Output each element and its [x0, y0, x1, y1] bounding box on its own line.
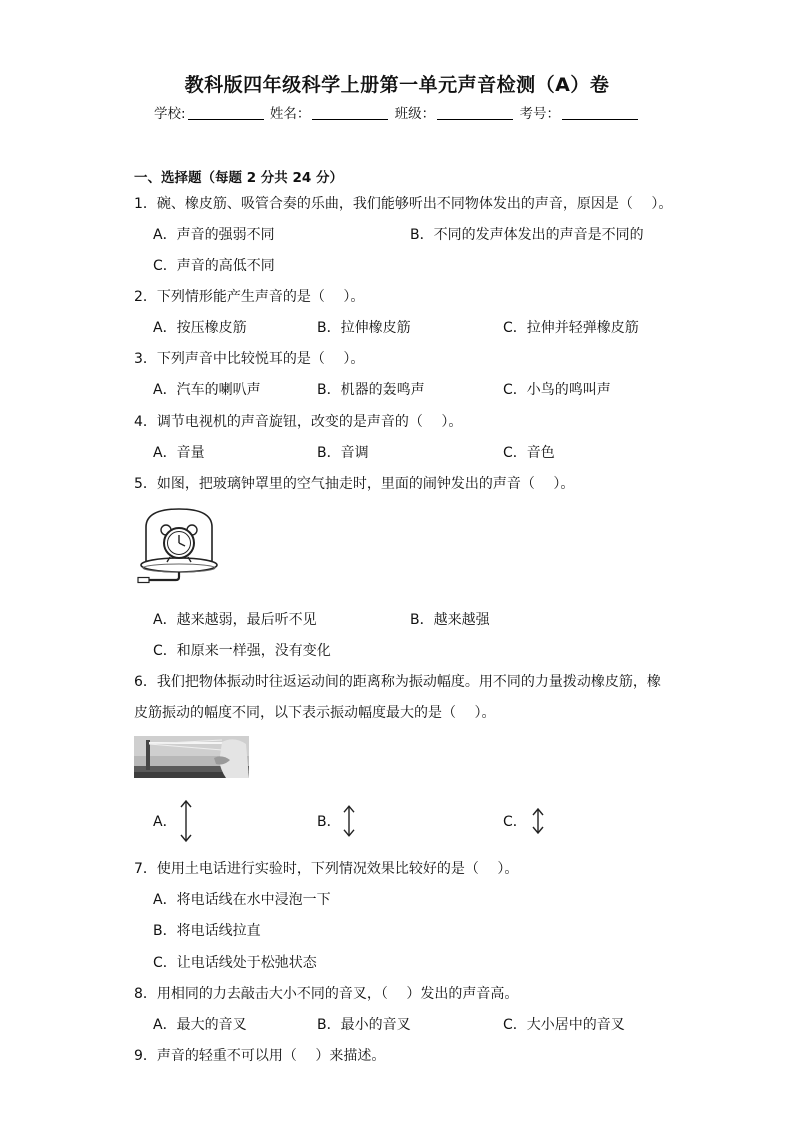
rubber-band-photo: [134, 736, 249, 778]
q6-option-a[interactable]: A．: [153, 814, 177, 830]
q2-option-c[interactable]: C．拉伸并轻弹橡皮筋: [503, 320, 639, 336]
q4-option-b[interactable]: B．音调: [317, 445, 369, 461]
q3-option-c[interactable]: C．小鸟的鸣叫声: [503, 382, 611, 398]
bell-jar-figure: [134, 505, 224, 585]
question-9-stem: 9．声音的轻重不可以用（ ）来描述。: [134, 1048, 386, 1064]
amplitude-arrow-b: [340, 799, 358, 843]
q5-option-a[interactable]: A．越来越弱，最后听不见: [153, 612, 317, 628]
school-label: 学校:: [154, 106, 186, 122]
question-3-stem: 3．下列声音中比较悦耳的是（ ）。: [134, 351, 365, 367]
q2-option-a[interactable]: A．按压橡皮筋: [153, 320, 247, 336]
q7-option-c[interactable]: C．让电话线处于松弛状态: [153, 955, 317, 971]
class-blank[interactable]: [437, 105, 513, 120]
q1-option-c[interactable]: C．声音的高低不同: [153, 258, 275, 274]
q8-option-c[interactable]: C．大小居中的音叉: [503, 1017, 625, 1033]
name-blank[interactable]: [312, 105, 388, 120]
q2-option-b[interactable]: B．拉伸橡皮筋: [317, 320, 411, 336]
question-8-stem: 8．用相同的力去敲击大小不同的音叉，（ ）发出的声音高。: [134, 986, 519, 1002]
question-1-stem: 1．碗、橡皮筋、吸管合奏的乐曲，我们能够听出不同物体发出的声音，原因是（ ）。: [134, 196, 673, 212]
question-6-stem-line1: 6．我们把物体振动时往返运动间的距离称为振动幅度。用不同的力量拨动橡皮筋，橡: [134, 674, 661, 690]
class-label: 班级：: [394, 106, 436, 122]
section-heading: 一、选择题（每题 2 分共 24 分）: [134, 170, 343, 186]
name-label: 姓名：: [269, 106, 311, 122]
q6-option-c[interactable]: C．: [503, 814, 527, 830]
question-7-stem: 7．使用土电话进行实验时，下列情况效果比较好的是（ ）。: [134, 861, 519, 877]
q5-option-c[interactable]: C．和原来一样强，没有变化: [153, 643, 331, 659]
q4-option-c[interactable]: C．音色: [503, 445, 555, 461]
number-label: 考号：: [519, 106, 560, 122]
q4-option-a[interactable]: A．音量: [153, 445, 205, 461]
question-4-stem: 4．调节电视机的声音旋钮，改变的是声音的（ ）。: [134, 414, 463, 430]
student-info-line: [0, 102, 794, 122]
number-blank[interactable]: [562, 105, 638, 120]
q7-option-b[interactable]: B．将电话线拉直: [153, 923, 261, 939]
q3-option-b[interactable]: B．机器的轰鸣声: [317, 382, 425, 398]
q1-option-a[interactable]: A．声音的强弱不同: [153, 227, 275, 243]
q8-option-a[interactable]: A．最大的音叉: [153, 1017, 247, 1033]
school-blank[interactable]: [188, 105, 264, 120]
question-2-stem: 2．下列情形能产生声音的是（ ）。: [134, 289, 365, 305]
q8-option-b[interactable]: B．最小的音叉: [317, 1017, 411, 1033]
exam-title: 教科版四年级科学上册第一单元声音检测（A）卷: [184, 74, 610, 96]
q5-option-b[interactable]: B．越来越强: [410, 612, 490, 628]
q6-option-b[interactable]: B．: [317, 814, 341, 830]
q7-option-a[interactable]: A．将电话线在水中浸泡一下: [153, 892, 331, 908]
q3-option-a[interactable]: A．汽车的喇叭声: [153, 382, 261, 398]
amplitude-arrow-c: [529, 799, 547, 843]
question-5-stem: 5．如图，把玻璃钟罩里的空气抽走时，里面的闹钟发出的声音（ ）。: [134, 476, 575, 492]
question-6-stem-line2: 皮筋振动的幅度不同，以下表示振动幅度最大的是（ ）。: [134, 705, 496, 721]
amplitude-arrow-a: [177, 799, 195, 843]
q1-option-b[interactable]: B．不同的发声体发出的声音是不同的: [410, 227, 644, 243]
